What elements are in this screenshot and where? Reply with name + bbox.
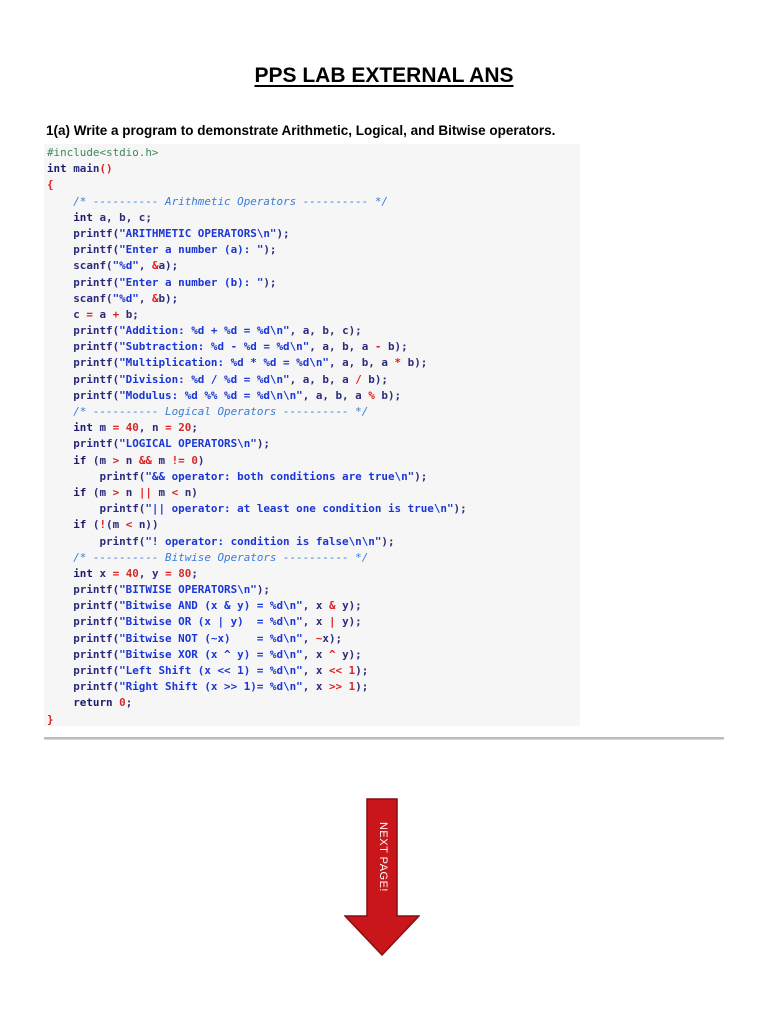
- code-token: 40: [125, 421, 139, 435]
- code-token: scanf(: [47, 291, 113, 305]
- code-line: [47, 372, 580, 388]
- code-line: [47, 712, 580, 728]
- code-token: "LOGICAL OPERATORS\n": [119, 437, 257, 451]
- code-line: [47, 485, 580, 501]
- code-line: [47, 614, 580, 630]
- code-line: [47, 339, 580, 355]
- code-token: if: [73, 485, 87, 499]
- code-token: printf(: [47, 583, 120, 597]
- code-token: {: [47, 178, 54, 192]
- code-token: [47, 696, 73, 709]
- code-token: /* ---------- Logical Operators ---------- */: [73, 405, 369, 418]
- code-token: );: [414, 469, 428, 483]
- code-token: "Bitwise XOR (x ^ y) = %d\n": [119, 647, 303, 661]
- code-token: n): [178, 485, 198, 499]
- code-token: ,: [138, 291, 152, 305]
- code-token: , a, b, a: [309, 340, 375, 354]
- code-token: printf(: [47, 388, 120, 402]
- code-token: y);: [335, 615, 362, 629]
- code-token: scanf(: [47, 259, 113, 273]
- code-token: 0: [191, 453, 198, 467]
- code-token: int: [73, 421, 93, 435]
- next-page-arrow[interactable]: [344, 798, 420, 956]
- code-token: "Enter a number (b): ": [119, 275, 264, 289]
- code-token: printf(: [47, 356, 120, 370]
- code-token: -: [374, 340, 382, 354]
- code-token: !=: [171, 453, 185, 467]
- code-token: int: [47, 162, 67, 176]
- code-token: "Multiplication: %d * %d = %d\n": [119, 356, 329, 370]
- code-token: [47, 421, 73, 434]
- code-token: int: [73, 210, 93, 224]
- code-token: printf(: [47, 647, 120, 661]
- code-line: [47, 388, 580, 404]
- code-line: [47, 647, 580, 663]
- code-line: [47, 242, 580, 258]
- code-token: (m: [106, 518, 126, 532]
- code-token: /: [355, 372, 362, 386]
- code-token: %: [368, 388, 375, 402]
- code-token: /* ---------- Arithmetic Operators ---------- */: [73, 194, 388, 208]
- code-token: n: [119, 453, 139, 467]
- code-token: printf(: [47, 437, 120, 451]
- code-token: "%d": [112, 259, 139, 273]
- code-token: printf(: [47, 226, 120, 240]
- code-token: printf(: [47, 615, 120, 629]
- code-line: [47, 598, 580, 614]
- code-token: return: [73, 696, 113, 710]
- next-page-label-wrap: [368, 802, 398, 912]
- code-token: ;: [191, 566, 198, 580]
- code-token: b;: [119, 307, 139, 321]
- code-token: n)): [132, 518, 159, 532]
- next-page-label: NEXT PAGE!: [377, 821, 390, 893]
- code-token: "Addition: %d + %d = %d\n": [119, 324, 290, 338]
- code-line: [47, 323, 580, 339]
- code-token: }: [47, 712, 54, 726]
- code-line: [47, 566, 580, 582]
- code-line: [47, 534, 580, 550]
- question-heading: 1(a) Write a program to demonstrate Arithmetic, Logical, and Bitwise operators.: [46, 123, 556, 138]
- code-line: [47, 275, 580, 291]
- code-token: "Bitwise AND (x & y) = %d\n": [119, 599, 303, 613]
- code-token: printf(: [47, 340, 120, 354]
- code-token: "Left Shift (x << 1) = %d\n": [119, 664, 303, 677]
- code-token: "%d": [112, 291, 139, 305]
- code-line: [47, 436, 580, 452]
- code-token: 20: [178, 421, 192, 435]
- code-token: 1: [348, 664, 356, 677]
- code-token: b);: [381, 340, 408, 354]
- code-token: printf(: [47, 243, 120, 257]
- code-token: x);: [322, 631, 343, 645]
- code-token: );: [276, 226, 290, 240]
- code-line: [47, 258, 580, 274]
- code-line: [47, 355, 580, 371]
- code-token: "BITWISE OPERATORS\n": [119, 583, 257, 597]
- code-token: ||: [138, 485, 152, 499]
- code-token: 1: [348, 680, 356, 694]
- code-line: [47, 631, 580, 647]
- code-token: [47, 518, 73, 531]
- code-token: , x: [302, 680, 329, 694]
- code-token: printf(: [47, 502, 146, 516]
- code-token: =: [165, 421, 172, 435]
- code-token: b);: [158, 291, 179, 305]
- code-line: [47, 210, 580, 226]
- code-token: , n: [138, 421, 166, 435]
- code-line: [47, 582, 580, 598]
- code-token: &&: [138, 453, 152, 467]
- code-token: b);: [361, 372, 388, 386]
- code-token: =: [112, 566, 120, 580]
- code-token: /* ---------- Bitwise Operators ---------- */: [73, 550, 369, 564]
- code-token: );: [355, 680, 369, 694]
- code-token: "Right Shift (x >> 1)= %d\n": [119, 680, 303, 694]
- code-token: if: [73, 453, 87, 467]
- code-line: [47, 550, 580, 566]
- code-token: );: [381, 534, 395, 548]
- code-token: &: [151, 291, 159, 305]
- code-token: , a, b, a: [302, 388, 369, 402]
- code-token: ~: [315, 631, 323, 645]
- code-line: [47, 307, 580, 323]
- code-token: if: [73, 518, 87, 532]
- code-token: printf(: [47, 275, 120, 289]
- code-token: &: [328, 599, 336, 613]
- code-token: b);: [374, 388, 402, 402]
- code-token: "Bitwise NOT (~x) = %d\n": [119, 631, 303, 645]
- code-line: [47, 404, 580, 420]
- code-token: [47, 211, 73, 224]
- code-token: 80: [178, 566, 192, 580]
- code-token: ,: [138, 259, 152, 273]
- code-token: =: [165, 566, 172, 580]
- code-token: printf(: [47, 469, 146, 483]
- code-token: =: [86, 307, 93, 321]
- code-token: (: [86, 518, 100, 532]
- code-token: );: [355, 664, 369, 677]
- code-line: [47, 453, 580, 469]
- code-token: main: [66, 162, 100, 176]
- code-line: [47, 161, 580, 177]
- code-token: a);: [158, 259, 179, 273]
- code-token: x: [92, 566, 113, 580]
- code-token: , x: [302, 615, 329, 629]
- code-token: printf(: [47, 372, 120, 386]
- code-token: &: [151, 259, 159, 273]
- code-line: [47, 469, 580, 485]
- code-token: [47, 567, 73, 580]
- code-token: "Bitwise OR (x | y) = %d\n": [119, 615, 303, 629]
- code-block: [44, 144, 580, 726]
- code-token: , a, b, a: [328, 356, 395, 370]
- code-token: (m: [86, 453, 113, 467]
- code-line: [47, 517, 580, 533]
- code-line: [47, 145, 580, 161]
- divider: [44, 737, 724, 740]
- code-token: m: [151, 485, 172, 499]
- code-token: =: [112, 421, 120, 435]
- code-token: >: [112, 453, 120, 467]
- code-token: *: [394, 356, 402, 370]
- code-token: int: [73, 566, 93, 580]
- code-token: +: [112, 307, 120, 321]
- code-token: c: [47, 307, 87, 321]
- code-token: ;: [191, 421, 198, 435]
- code-token: ;: [125, 696, 133, 710]
- code-token: , y: [138, 566, 166, 580]
- code-token: "|| operator: at least one condition is true\n": [145, 502, 454, 516]
- code-token: a, b, c;: [92, 210, 152, 224]
- code-line: [47, 226, 580, 242]
- code-token: printf(: [47, 631, 120, 645]
- code-token: , a, b, a: [289, 372, 356, 386]
- page-title: PPS LAB EXTERNAL ANS: [254, 64, 514, 87]
- code-token: n: [119, 485, 139, 499]
- code-token: "Division: %d / %d = %d\n": [119, 372, 290, 386]
- code-token: );: [263, 275, 277, 289]
- code-token: 0: [119, 696, 126, 710]
- code-token: "Subtraction: %d - %d = %d\n": [119, 340, 310, 354]
- code-token: a: [92, 307, 113, 321]
- code-token: [47, 454, 73, 467]
- code-token: , x: [302, 664, 329, 677]
- code-token: , a, b, c);: [289, 324, 362, 338]
- code-token: 40: [125, 566, 139, 580]
- code-token: [47, 195, 73, 208]
- code-token: y);: [335, 647, 362, 661]
- code-token: ,: [302, 631, 316, 645]
- code-token: "ARITHMETIC OPERATORS\n": [119, 226, 277, 240]
- code-token: <: [171, 485, 179, 499]
- code-line: [47, 177, 580, 193]
- code-token: , x: [302, 647, 329, 661]
- code-token: printf(: [47, 664, 120, 677]
- code-token: ^: [328, 647, 336, 661]
- code-line: [47, 291, 580, 307]
- code-token: >: [112, 485, 120, 499]
- code-token: [47, 486, 73, 499]
- code-line: [47, 501, 580, 517]
- code-line: [47, 695, 580, 711]
- code-token: m: [92, 421, 113, 435]
- code-token: "Enter a number (a): ": [119, 243, 264, 257]
- code-token: );: [453, 502, 467, 516]
- code-token: , x: [302, 599, 329, 613]
- code-token: b);: [401, 356, 428, 370]
- code-token: (): [99, 162, 113, 176]
- code-line: [47, 420, 580, 436]
- code-token: #include<stdio.h>: [47, 146, 159, 159]
- code-token: [47, 405, 73, 418]
- code-token: printf(: [47, 324, 120, 338]
- code-token: printf(: [47, 534, 146, 548]
- code-token: <: [125, 518, 133, 532]
- code-token: >>: [328, 680, 343, 694]
- code-token: y);: [335, 599, 362, 613]
- code-token: );: [256, 583, 270, 597]
- code-token: );: [256, 437, 270, 451]
- code-token: !: [99, 518, 107, 532]
- code-token: <<: [328, 664, 343, 677]
- code-token: |: [328, 615, 336, 629]
- code-token: printf(: [47, 599, 120, 613]
- code-token: "Modulus: %d %% %d = %d\n\n": [119, 388, 303, 402]
- code-token: m: [151, 453, 172, 467]
- code-token: ): [197, 453, 205, 467]
- code-token: );: [263, 243, 277, 257]
- code-token: (m: [86, 485, 113, 499]
- code-line: [47, 663, 580, 679]
- code-token: "! operator: condition is false\n\n": [145, 534, 382, 548]
- code-line: [47, 679, 580, 695]
- code-token: [47, 551, 73, 564]
- code-token: "&& operator: both conditions are true\n": [145, 469, 415, 483]
- code-token: printf(: [47, 680, 120, 694]
- code-line: [47, 194, 580, 210]
